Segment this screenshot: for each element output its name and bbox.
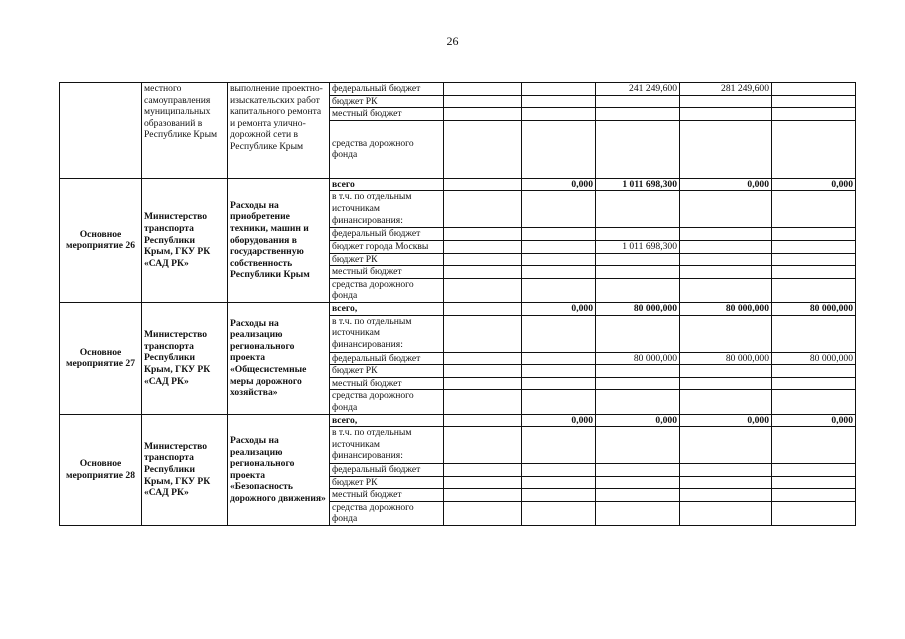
amount-cell: [522, 253, 596, 266]
amount-cell: [522, 390, 596, 414]
funding-source-cell: бюджет РК: [330, 253, 444, 266]
amount-cell: [444, 315, 522, 352]
amount-cell: [680, 377, 772, 390]
amount-cell: [444, 489, 522, 502]
amount-cell: [680, 501, 772, 525]
amount-cell: 80 000,000: [596, 352, 680, 365]
amount-cell: [444, 390, 522, 414]
amount-cell: [596, 365, 680, 378]
event-name-cell: [60, 83, 142, 179]
funding-source-cell: местный бюджет: [330, 108, 444, 121]
amount-cell: [772, 228, 856, 241]
amount-cell: [772, 83, 856, 96]
table-body: [60, 83, 856, 526]
amount-cell: [522, 464, 596, 477]
amount-cell: 0,000: [772, 414, 856, 427]
funding-source-cell: местный бюджет: [330, 489, 444, 502]
amount-cell: [522, 501, 596, 525]
amount-cell: [444, 352, 522, 365]
event-name-cell: Основное мероприятие 27: [60, 302, 142, 414]
funding-source-cell: местный бюджет: [330, 266, 444, 279]
amount-cell: [596, 427, 680, 464]
amount-cell: [444, 240, 522, 253]
funding-source-cell: средства дорожного фонда: [330, 501, 444, 525]
amount-cell: [680, 278, 772, 302]
amount-cell: [444, 253, 522, 266]
total-row: [60, 302, 856, 315]
amount-cell: [522, 377, 596, 390]
amount-cell: 0,000: [772, 178, 856, 191]
amount-cell: [772, 278, 856, 302]
amount-cell: 80 000,000: [772, 352, 856, 365]
amount-cell: [522, 120, 596, 178]
funding-source-cell: всего: [330, 178, 444, 191]
amount-cell: [772, 240, 856, 253]
amount-cell: [522, 476, 596, 489]
funding-source-cell: в т.ч. по отдельным источникам финансирования:: [330, 315, 444, 352]
purpose-cell: выполнение проектно-изыскательских работ капитального ремонта и ремонта улично-дорожной сети в Республике Крым: [228, 83, 330, 179]
amount-cell: [444, 95, 522, 108]
amount-cell: [680, 228, 772, 241]
amount-cell: [522, 108, 596, 121]
amount-cell: [596, 501, 680, 525]
amount-cell: [444, 83, 522, 96]
amount-cell: [596, 253, 680, 266]
amount-cell: [772, 464, 856, 477]
amount-cell: [522, 266, 596, 279]
amount-cell: 80 000,000: [680, 352, 772, 365]
amount-cell: [772, 108, 856, 121]
amount-cell: [444, 476, 522, 489]
amount-cell: [596, 228, 680, 241]
amount-cell: [596, 377, 680, 390]
amount-cell: [596, 95, 680, 108]
amount-cell: [522, 228, 596, 241]
amount-cell: [680, 266, 772, 279]
amount-cell: 1 011 698,300: [596, 240, 680, 253]
table-row: [60, 83, 856, 96]
purpose-cell: Расходы на приобретение техники, машин и оборудования в государственную собственность Республики Крым: [228, 178, 330, 302]
funding-source-cell: федеральный бюджет: [330, 464, 444, 477]
funding-source-cell: бюджет РК: [330, 365, 444, 378]
amount-cell: [444, 191, 522, 228]
executor-cell: Министерство транспорта Республики Крым, ГКУ РК «САД РК»: [142, 178, 228, 302]
amount-cell: [772, 191, 856, 228]
event-name-cell: Основное мероприятие 26: [60, 178, 142, 302]
amount-cell: [680, 427, 772, 464]
funding-source-cell: бюджет РК: [330, 95, 444, 108]
amount-cell: [680, 95, 772, 108]
amount-cell: [596, 266, 680, 279]
amount-cell: 0,000: [522, 302, 596, 315]
funding-source-cell: всего,: [330, 414, 444, 427]
funding-source-cell: федеральный бюджет: [330, 228, 444, 241]
amount-cell: 0,000: [522, 414, 596, 427]
amount-cell: [596, 315, 680, 352]
funding-source-cell: в т.ч. по отдельным источникам финансирования:: [330, 427, 444, 464]
amount-cell: [680, 489, 772, 502]
amount-cell: [522, 489, 596, 502]
amount-cell: [522, 278, 596, 302]
amount-cell: [680, 315, 772, 352]
page-number: 26: [446, 34, 459, 48]
amount-cell: [680, 390, 772, 414]
amount-cell: [444, 120, 522, 178]
amount-cell: [596, 191, 680, 228]
amount-cell: [772, 95, 856, 108]
amount-cell: [596, 476, 680, 489]
amount-cell: [772, 253, 856, 266]
event-name-cell: Основное мероприятие 28: [60, 414, 142, 526]
amount-cell: [444, 302, 522, 315]
amount-cell: [772, 377, 856, 390]
amount-cell: [522, 240, 596, 253]
amount-cell: [522, 352, 596, 365]
amount-cell: [772, 365, 856, 378]
funding-source-cell: бюджет города Москвы: [330, 240, 444, 253]
amount-cell: [772, 390, 856, 414]
amount-cell: [444, 228, 522, 241]
amount-cell: [596, 278, 680, 302]
amount-cell: [444, 464, 522, 477]
amount-cell: [772, 501, 856, 525]
amount-cell: 0,000: [522, 178, 596, 191]
amount-cell: [444, 178, 522, 191]
funding-source-cell: местный бюджет: [330, 377, 444, 390]
amount-cell: [772, 476, 856, 489]
amount-cell: [522, 191, 596, 228]
total-row: [60, 178, 856, 191]
amount-cell: [444, 266, 522, 279]
executor-cell: местного самоуправления муниципальных образований в Республике Крым: [142, 83, 228, 179]
purpose-cell: Расходы на реализацию регионального проекта «Общесистемные меры дорожного хозяйства»: [228, 302, 330, 414]
purpose-cell: Расходы на реализацию регионального проекта «Безопасность дорожного движения»: [228, 414, 330, 526]
amount-cell: [680, 365, 772, 378]
funding-table: [59, 82, 856, 526]
funding-source-cell: средства дорожного фонда: [330, 278, 444, 302]
amount-cell: [596, 108, 680, 121]
amount-cell: [444, 377, 522, 390]
amount-cell: [680, 191, 772, 228]
amount-cell: [444, 108, 522, 121]
amount-cell: [444, 501, 522, 525]
amount-cell: [680, 253, 772, 266]
amount-cell: 1 011 698,300: [596, 178, 680, 191]
funding-source-cell: федеральный бюджет: [330, 352, 444, 365]
amount-cell: [680, 108, 772, 121]
executor-cell: Министерство транспорта Республики Крым, ГКУ РК «САД РК»: [142, 302, 228, 414]
funding-source-cell: федеральный бюджет: [330, 83, 444, 96]
funding-source-cell: в т.ч. по отдельным источникам финансирования:: [330, 191, 444, 228]
total-row: [60, 414, 856, 427]
amount-cell: [444, 278, 522, 302]
amount-cell: [680, 240, 772, 253]
amount-cell: [522, 427, 596, 464]
amount-cell: [772, 120, 856, 178]
amount-cell: 281 249,600: [680, 83, 772, 96]
funding-source-cell: средства дорожного фонда: [330, 120, 444, 178]
amount-cell: [444, 414, 522, 427]
funding-source-cell: бюджет РК: [330, 476, 444, 489]
amount-cell: [522, 365, 596, 378]
amount-cell: [772, 266, 856, 279]
amount-cell: [772, 315, 856, 352]
amount-cell: [596, 464, 680, 477]
amount-cell: [596, 120, 680, 178]
amount-cell: [772, 489, 856, 502]
amount-cell: 80 000,000: [596, 302, 680, 315]
amount-cell: 80 000,000: [680, 302, 772, 315]
amount-cell: [522, 315, 596, 352]
amount-cell: 0,000: [596, 414, 680, 427]
funding-source-cell: средства дорожного фонда: [330, 390, 444, 414]
amount-cell: [444, 365, 522, 378]
amount-cell: 0,000: [680, 178, 772, 191]
amount-cell: [680, 476, 772, 489]
amount-cell: [596, 390, 680, 414]
executor-cell: Министерство транспорта Республики Крым, ГКУ РК «САД РК»: [142, 414, 228, 526]
funding-source-cell: всего,: [330, 302, 444, 315]
amount-cell: [772, 427, 856, 464]
amount-cell: [522, 83, 596, 96]
amount-cell: [680, 464, 772, 477]
amount-cell: 241 249,600: [596, 83, 680, 96]
amount-cell: [596, 489, 680, 502]
amount-cell: [444, 427, 522, 464]
amount-cell: 0,000: [680, 414, 772, 427]
amount-cell: [680, 120, 772, 178]
amount-cell: 80 000,000: [772, 302, 856, 315]
amount-cell: [522, 95, 596, 108]
